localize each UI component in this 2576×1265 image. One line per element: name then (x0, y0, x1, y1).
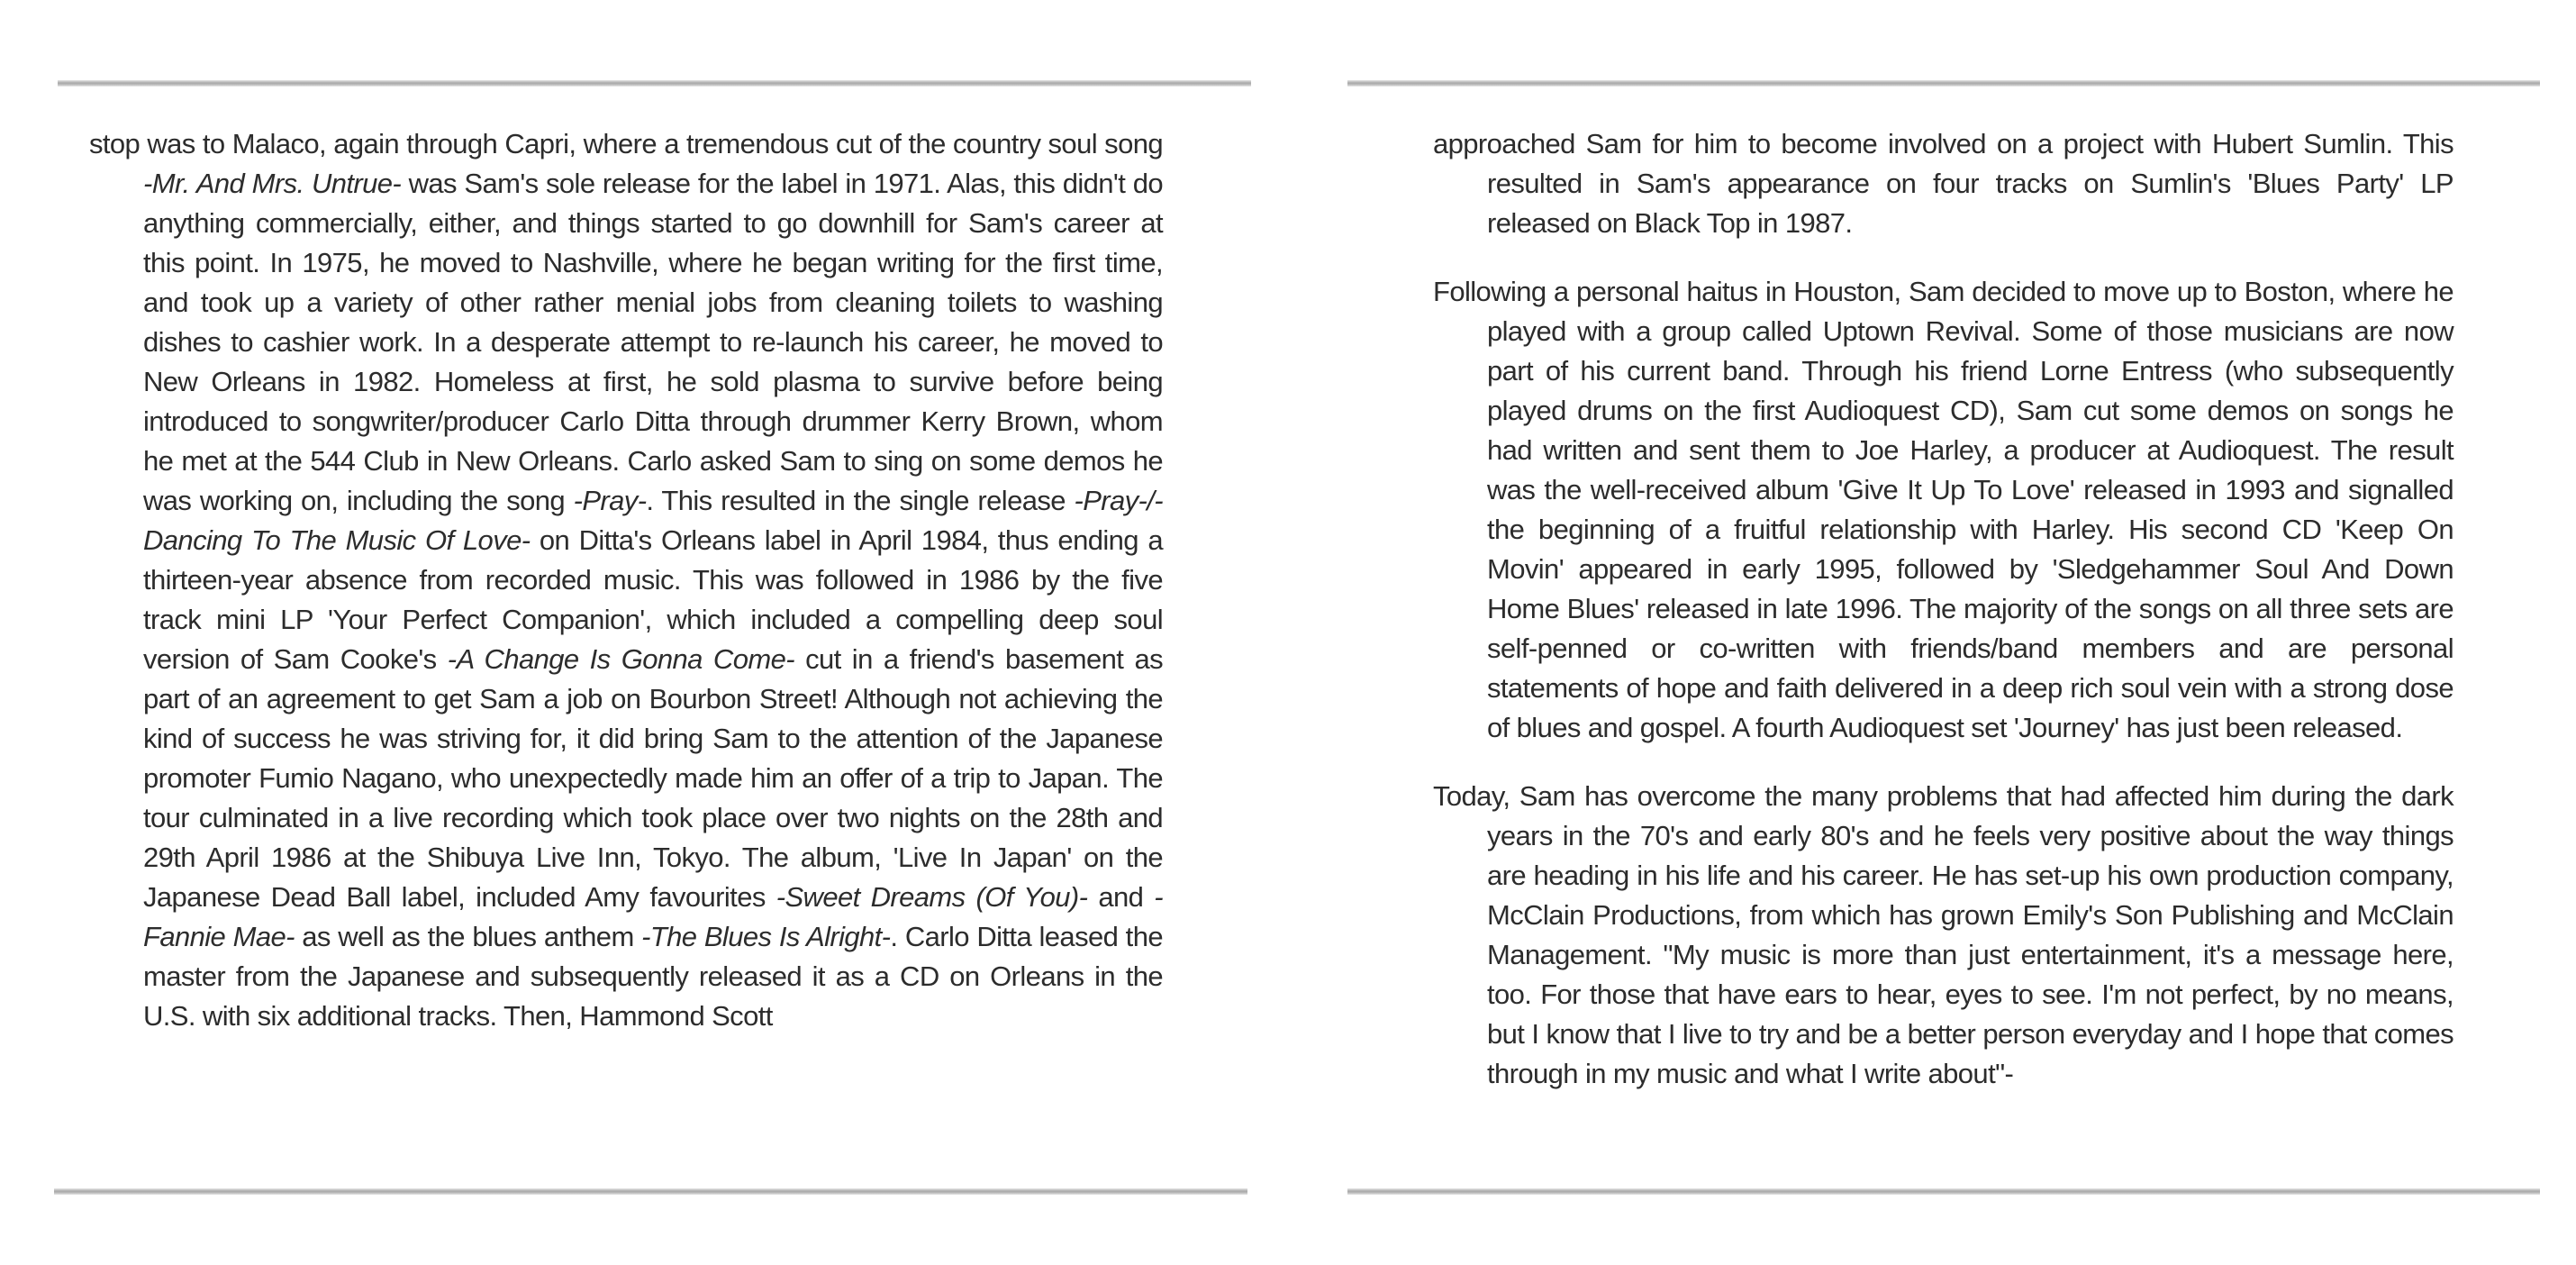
song-title: -Pray- (573, 485, 647, 516)
body-text: Following a personal haitus in Houston, Sam decided to move up to Boston, where he played with a group called Uptown Revival. Some of those musicians are now part of his current band. Through his friend Lorne Entress (who subsequently played drums on the first Audioquest CD), Sam cut some demos on songs he had written and sent them to Joe Harley, a producer at Audioquest. The result was the well-received album 'Give It Up To Love' released in 1993 and signalled the beginning of a fruitful relationship with Harley. His second CD 'Keep On Movin' appeared in early 1995, followed by 'Sledgehammer Soul And Down Home Blues' released in late 1996. The majority of the songs on all three sets are self-penned or co-written with friends/band members and are personal statements of hope and faith delivered in a deep rich soul vein with a strong dose of blues and gospel. A fourth Audioquest set 'Journey' has just been released. (1433, 276, 2454, 743)
body-text: and (1087, 881, 1155, 913)
body-text: cut in a friend's basement as part of an agreement to get Sam a job on Bourbon Street! Although not achieving the kind of success he was striving for, it did bring Sam to the attention of the Japanese promoter Fumio Nagano, who unexpectedly made him an offer of a trip to Japan. The tour culminated in a live recording which took place over two nights on the 28th and 29th April 1986 at the Shibuya Live Inn, Tokyo. The album, 'Live In Japan' on the Japanese Dead Ball label, included Amy favourites (143, 643, 1163, 913)
body-text: on Ditta's Orleans label in April 1984, thus ending a thirteen-year absence from recorded music. This was followed in 1986 by the five track mini LP 'Your Perfect Companion', which included a compelling deep soul version of Sam Cooke's (143, 524, 1163, 675)
body-text: as well as the blues anthem (294, 921, 642, 952)
song-title: -The Blues Is Alright- (641, 921, 891, 952)
song-title: -A Change Is Gonna Come- (447, 643, 794, 675)
song-title: -Pray-/-Dancing To The Music Of Love- (143, 485, 1163, 556)
body-paragraph (1433, 777, 2454, 1094)
top-rule (1347, 80, 2540, 86)
bottom-rule (1347, 1188, 2540, 1195)
right-page-text (1433, 124, 2454, 1123)
body-text: stop was to Malaco, again through Capri, where a tremendous cut of the country soul song (89, 128, 1163, 159)
left-page-text (89, 124, 1164, 1065)
body-text: approached Sam for him to become involved on a project with Hubert Sumlin. This resulted in Sam's appearance on four tracks on Sumlin's 'Blues Party' LP released on Black Top in 1987. (1433, 128, 2454, 239)
body-paragraph (1433, 272, 2454, 748)
song-title: -Mr. And Mrs. Untrue- (143, 168, 402, 199)
body-paragraph (89, 124, 1164, 1036)
body-text: Today, Sam has overcome the many problems that had affected him during the dark years in the 70's and early 80's and he feels very positive about the way things are heading in his life and his career. He has set-up his own production company, McClain Productions, from which has grown Emily's Son Publishing and McClain Management. "My music is more than just entertainment, it's a message here, too. For those that have ears to hear, eyes to see. I'm not perfect, by no means, but I know that I live to try and be a better person everyday and I hope that comes through in my music and what I write about"- (1433, 780, 2454, 1089)
song-title: -Sweet Dreams (Of You)- (776, 881, 1088, 913)
top-rule (58, 80, 1251, 86)
bottom-rule (54, 1188, 1247, 1195)
song-title: -Fannie Mae- (143, 881, 1164, 952)
body-text: . This resulted in the single release (646, 485, 1075, 516)
body-paragraph (1433, 124, 2454, 243)
body-text: was Sam's sole release for the label in 1971. Alas, this didn't do anything commercially, either, and things started to go downhill for Sam's career at this point. In 1975, he moved to Nashville, where he began writing for the first time, and took up a variety of other rather menial jobs from cleaning toilets to washing dishes to cashier work. In a desperate attempt to re-launch his career, he moved to New Orleans in 1982. Homeless at first, he sold plasma to survive before being introduced to songwriter/producer Carlo Ditta through drummer Kerry Brown, whom he met at the 544 Club in New Orleans. Carlo asked Sam to sing on some demos he was working on, including the song (143, 168, 1164, 516)
right-page (1288, 0, 2576, 1265)
body-text: . Carlo Ditta leased the master from the Japanese and subsequently released it as a CD on Orleans in the U.S. with six additional tracks. Then, Hammond Scott (143, 921, 1163, 1032)
